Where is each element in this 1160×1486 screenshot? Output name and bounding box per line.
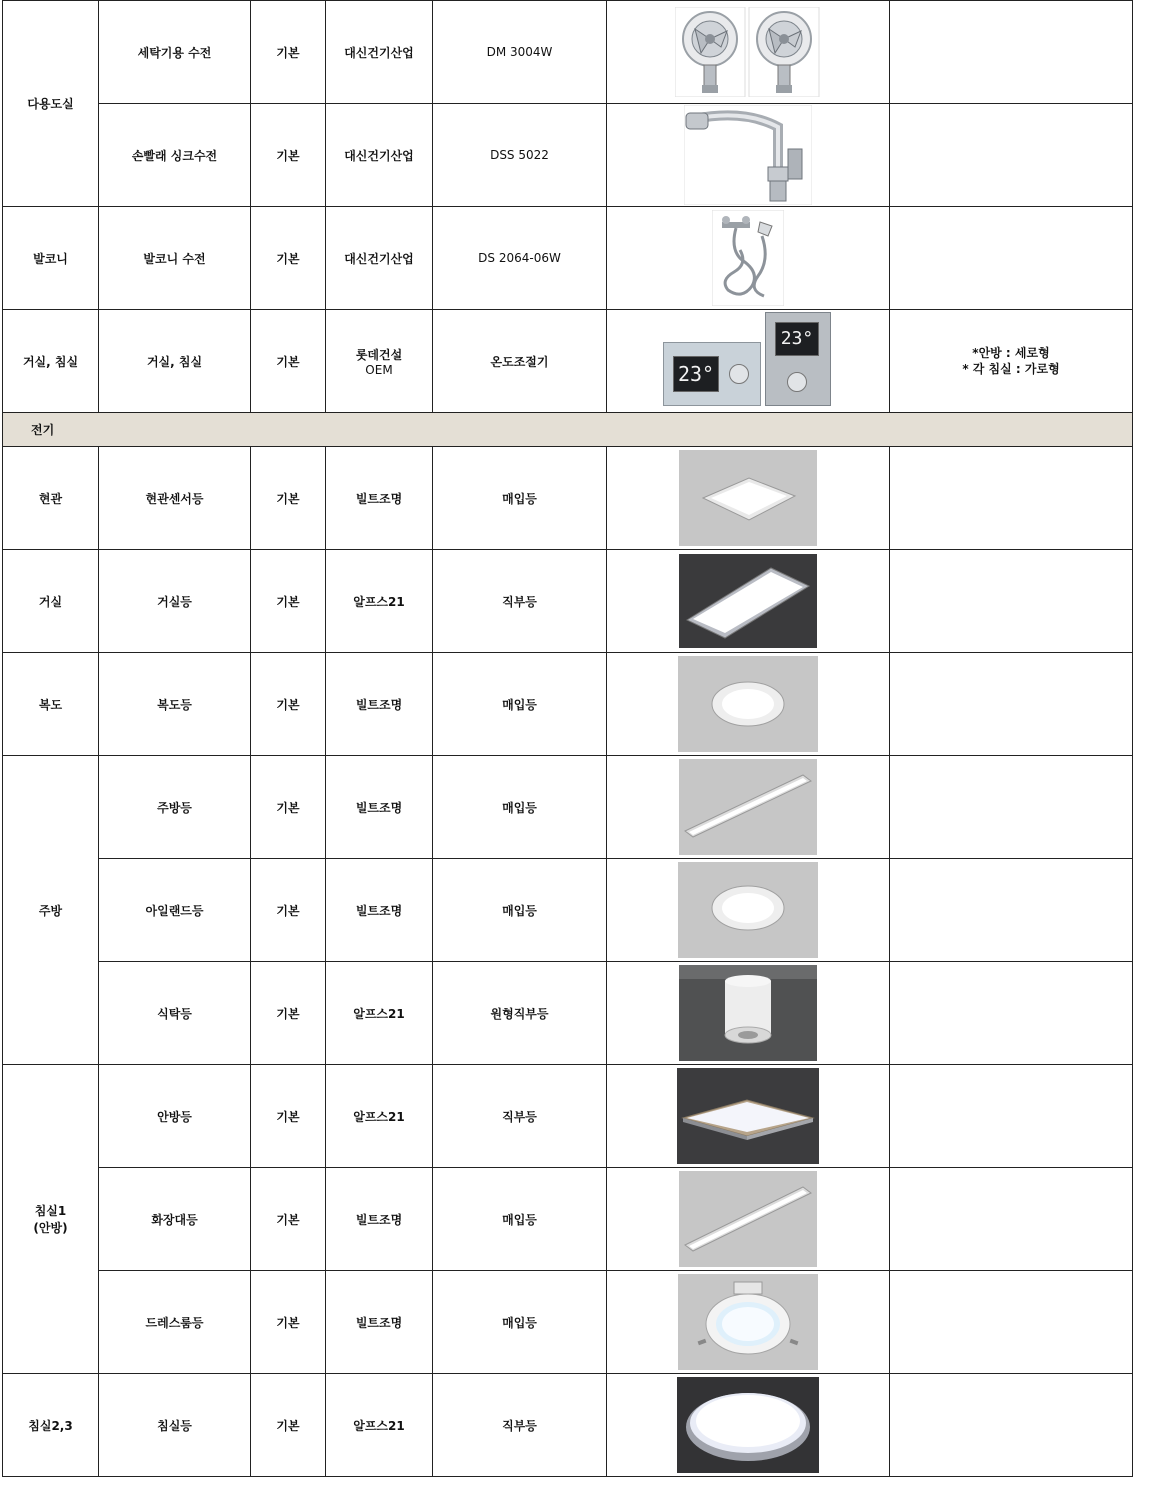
section-header — [3, 413, 1133, 447]
note-line: *안방 : 세로형 — [972, 346, 1050, 360]
model-cell: 온도조절기 — [433, 310, 607, 413]
square-ceiling-light-icon — [677, 1068, 819, 1164]
model-cell: 매입등 — [433, 756, 607, 859]
table-row — [3, 104, 1133, 207]
type-cell: 기본 — [251, 1, 326, 104]
maker-cell: 알프스21 — [326, 1374, 433, 1477]
maker-line: OEM — [365, 362, 393, 377]
item-cell: 복도등 — [99, 653, 251, 756]
led-downlight-icon — [678, 1274, 818, 1370]
table-row — [3, 962, 1133, 1065]
room-cell: 발코니 — [3, 207, 99, 310]
room-line: (안방) — [33, 1221, 68, 1235]
washer-faucet-icon — [675, 7, 821, 97]
table-row — [3, 1065, 1133, 1168]
maker-line: 롯데건설 — [355, 347, 403, 362]
model-cell: 직부등 — [433, 550, 607, 653]
model-cell: 매입등 — [433, 1271, 607, 1374]
table-row — [3, 310, 1133, 413]
product-image-cell — [607, 1374, 890, 1477]
maker-cell: 빌트조명 — [326, 859, 433, 962]
note-cell — [890, 310, 1133, 413]
model-cell: 매입등 — [433, 447, 607, 550]
product-image-cell — [607, 104, 890, 207]
thermostat-icon — [663, 312, 833, 410]
item-cell: 안방등 — [99, 1065, 251, 1168]
item-cell: 드레스룸등 — [99, 1271, 251, 1374]
model-cell: DM 3004W — [433, 1, 607, 104]
maker-cell: 대신건기산업 — [326, 104, 433, 207]
note-cell — [890, 653, 1133, 756]
spec-table — [2, 0, 1133, 1477]
rect-ceiling-light-icon — [679, 554, 817, 648]
product-image-cell — [607, 207, 890, 310]
product-image-cell — [607, 653, 890, 756]
product-image-cell — [607, 1168, 890, 1271]
item-cell: 아일랜드등 — [99, 859, 251, 962]
type-cell: 기본 — [251, 859, 326, 962]
table-row — [3, 447, 1133, 550]
item-cell: 식탁등 — [99, 962, 251, 1065]
product-image-cell — [607, 1065, 890, 1168]
note-cell — [890, 1065, 1133, 1168]
room-cell: 주방 — [3, 756, 99, 1065]
linear-light-icon — [679, 759, 817, 855]
section-title-electric: 전기 — [3, 413, 1133, 447]
room-cell: 복도 — [3, 653, 99, 756]
maker-cell: 알프스21 — [326, 1065, 433, 1168]
sink-faucet-icon — [684, 105, 812, 205]
type-cell: 기본 — [251, 310, 326, 413]
product-image-cell — [607, 1271, 890, 1374]
model-cell: 직부등 — [433, 1374, 607, 1477]
round-downlight-icon — [678, 862, 818, 958]
room-cell: 거실 — [3, 550, 99, 653]
room-cell — [3, 1065, 99, 1374]
table-row — [3, 653, 1133, 756]
linear-light-icon — [679, 1171, 817, 1267]
type-cell: 기본 — [251, 962, 326, 1065]
note-cell — [890, 550, 1133, 653]
table-row — [3, 550, 1133, 653]
note-cell — [890, 756, 1133, 859]
room-line: 침실1 — [34, 1204, 67, 1218]
item-cell: 화장대등 — [99, 1168, 251, 1271]
table-row — [3, 1271, 1133, 1374]
maker-cell: 빌트조명 — [326, 756, 433, 859]
room-cell: 거실, 침실 — [3, 310, 99, 413]
maker-cell: 빌트조명 — [326, 1271, 433, 1374]
item-cell: 세탁기용 수전 — [99, 1, 251, 104]
model-cell: 직부등 — [433, 1065, 607, 1168]
model-cell: DSS 5022 — [433, 104, 607, 207]
maker-cell: 빌트조명 — [326, 653, 433, 756]
note-cell — [890, 447, 1133, 550]
product-image-cell — [607, 859, 890, 962]
item-cell: 거실, 침실 — [99, 310, 251, 413]
maker-cell: 알프스21 — [326, 550, 433, 653]
type-cell: 기본 — [251, 756, 326, 859]
product-image-cell — [607, 756, 890, 859]
type-cell: 기본 — [251, 550, 326, 653]
model-cell: 매입등 — [433, 1168, 607, 1271]
maker-cell: 대신건기산업 — [326, 1, 433, 104]
model-cell: 매입등 — [433, 653, 607, 756]
square-recessed-light-icon — [679, 450, 817, 546]
maker-cell — [326, 310, 433, 413]
type-cell: 기본 — [251, 447, 326, 550]
table-row — [3, 756, 1133, 859]
model-cell: DS 2064-06W — [433, 207, 607, 310]
product-image-cell — [607, 550, 890, 653]
item-cell: 손빨래 싱크수전 — [99, 104, 251, 207]
note-cell — [890, 859, 1133, 962]
note-cell — [890, 1271, 1133, 1374]
model-cell: 매입등 — [433, 859, 607, 962]
item-cell: 주방등 — [99, 756, 251, 859]
maker-cell: 알프스21 — [326, 962, 433, 1065]
table-row — [3, 1374, 1133, 1477]
note-cell — [890, 207, 1133, 310]
balcony-faucet-icon — [712, 210, 784, 306]
room-cell: 침실2,3 — [3, 1374, 99, 1477]
product-image-cell — [607, 1, 890, 104]
table-row — [3, 1, 1133, 104]
type-cell: 기본 — [251, 653, 326, 756]
note-cell — [890, 962, 1133, 1065]
type-cell: 기본 — [251, 104, 326, 207]
round-ceiling-light-icon — [677, 1377, 819, 1473]
type-cell: 기본 — [251, 1065, 326, 1168]
product-image-cell — [607, 310, 890, 413]
round-downlight-icon — [678, 656, 818, 752]
table-row — [3, 859, 1133, 962]
item-cell: 발코니 수전 — [99, 207, 251, 310]
table-row — [3, 1168, 1133, 1271]
note-cell — [890, 1168, 1133, 1271]
type-cell: 기본 — [251, 1271, 326, 1374]
product-image-cell — [607, 447, 890, 550]
type-cell: 기본 — [251, 1168, 326, 1271]
table-row — [3, 207, 1133, 310]
item-cell: 거실등 — [99, 550, 251, 653]
product-image-cell — [607, 962, 890, 1065]
note-cell — [890, 104, 1133, 207]
note-cell — [890, 1374, 1133, 1477]
maker-cell: 빌트조명 — [326, 447, 433, 550]
cylinder-light-icon — [679, 965, 817, 1061]
room-cell: 현관 — [3, 447, 99, 550]
item-cell: 현관센서등 — [99, 447, 251, 550]
note-line: * 각 침실 : 가로형 — [962, 362, 1060, 376]
note-cell — [890, 1, 1133, 104]
type-cell: 기본 — [251, 1374, 326, 1477]
maker-cell: 빌트조명 — [326, 1168, 433, 1271]
maker-cell: 대신건기산업 — [326, 207, 433, 310]
item-cell: 침실등 — [99, 1374, 251, 1477]
thermostat-display: 23° — [775, 322, 819, 356]
room-cell: 다용도실 — [3, 1, 99, 207]
thermostat-display: 23° — [673, 356, 719, 392]
type-cell: 기본 — [251, 207, 326, 310]
model-cell: 원형직부등 — [433, 962, 607, 1065]
